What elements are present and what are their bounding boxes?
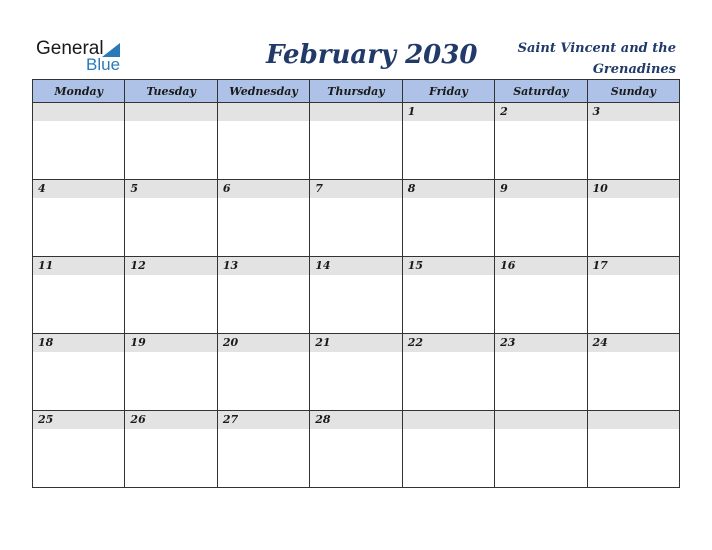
day-number: 16 [495, 257, 586, 275]
calendar-grid [32, 79, 680, 488]
day-cell [33, 103, 125, 180]
day-cell [33, 180, 125, 257]
day-number [588, 411, 679, 429]
day-cell [495, 180, 587, 257]
day-cell [587, 334, 679, 411]
day-number: 27 [218, 411, 309, 429]
weekday-header: Friday [402, 80, 494, 103]
day-cell [217, 411, 309, 488]
logo [36, 38, 136, 78]
day-number: 25 [33, 411, 124, 429]
day-cell [587, 257, 679, 334]
day-number: 8 [403, 180, 494, 198]
day-cell [125, 334, 217, 411]
day-cell [33, 257, 125, 334]
day-number: 1 [403, 103, 494, 121]
day-number: 26 [125, 411, 216, 429]
week-row [33, 180, 680, 257]
day-cell [125, 103, 217, 180]
day-cell [587, 411, 679, 488]
day-cell [402, 411, 494, 488]
calendar-title: February 2030 [266, 40, 478, 70]
week-row [33, 334, 680, 411]
day-number: 5 [125, 180, 216, 198]
day-number [495, 411, 586, 429]
day-cell [402, 334, 494, 411]
day-number [125, 103, 216, 121]
day-number: 20 [218, 334, 309, 352]
day-cell [125, 257, 217, 334]
day-number: 3 [588, 103, 679, 121]
day-number: 15 [403, 257, 494, 275]
weekday-header: Wednesday [217, 80, 309, 103]
day-cell [217, 334, 309, 411]
day-number: 24 [588, 334, 679, 352]
day-number: 7 [310, 180, 401, 198]
day-number: 12 [125, 257, 216, 275]
day-number: 4 [33, 180, 124, 198]
day-number: 18 [33, 334, 124, 352]
day-cell [217, 180, 309, 257]
day-cell [310, 257, 402, 334]
day-number: 11 [33, 257, 124, 275]
day-cell [310, 180, 402, 257]
day-number: 2 [495, 103, 586, 121]
country-name: Saint Vincent and the Grenadines [517, 41, 676, 77]
day-cell [33, 411, 125, 488]
weekday-header: Thursday [310, 80, 402, 103]
week-row [33, 411, 680, 488]
day-number: 14 [310, 257, 401, 275]
day-number: 28 [310, 411, 401, 429]
logo-blue-text: Blue [86, 55, 121, 74]
day-cell [402, 257, 494, 334]
day-number: 21 [310, 334, 401, 352]
day-cell [217, 103, 309, 180]
day-number: 6 [218, 180, 309, 198]
week-row [33, 103, 680, 180]
logo-general-text: General [36, 38, 104, 59]
day-cell [310, 334, 402, 411]
day-cell [587, 180, 679, 257]
weekday-header: Tuesday [125, 80, 217, 103]
day-cell [495, 257, 587, 334]
day-number: 19 [125, 334, 216, 352]
day-number [218, 103, 309, 121]
day-cell [495, 334, 587, 411]
day-number: 9 [495, 180, 586, 198]
day-cell [587, 103, 679, 180]
day-cell [217, 257, 309, 334]
day-number: 10 [588, 180, 679, 198]
day-number: 22 [403, 334, 494, 352]
day-number [403, 411, 494, 429]
day-cell [310, 103, 402, 180]
weekday-header: Saturday [495, 80, 587, 103]
day-number [33, 103, 124, 121]
day-cell [125, 411, 217, 488]
day-cell [310, 411, 402, 488]
day-number: 13 [218, 257, 309, 275]
day-cell [495, 103, 587, 180]
weekday-header-row [33, 80, 680, 103]
day-number [310, 103, 401, 121]
day-number: 23 [495, 334, 586, 352]
week-row [33, 257, 680, 334]
weekday-header: Monday [33, 80, 125, 103]
day-cell [495, 411, 587, 488]
day-cell [402, 180, 494, 257]
day-cell [33, 334, 125, 411]
day-number: 17 [588, 257, 679, 275]
day-cell [125, 180, 217, 257]
day-cell [402, 103, 494, 180]
weekday-header: Sunday [587, 80, 679, 103]
